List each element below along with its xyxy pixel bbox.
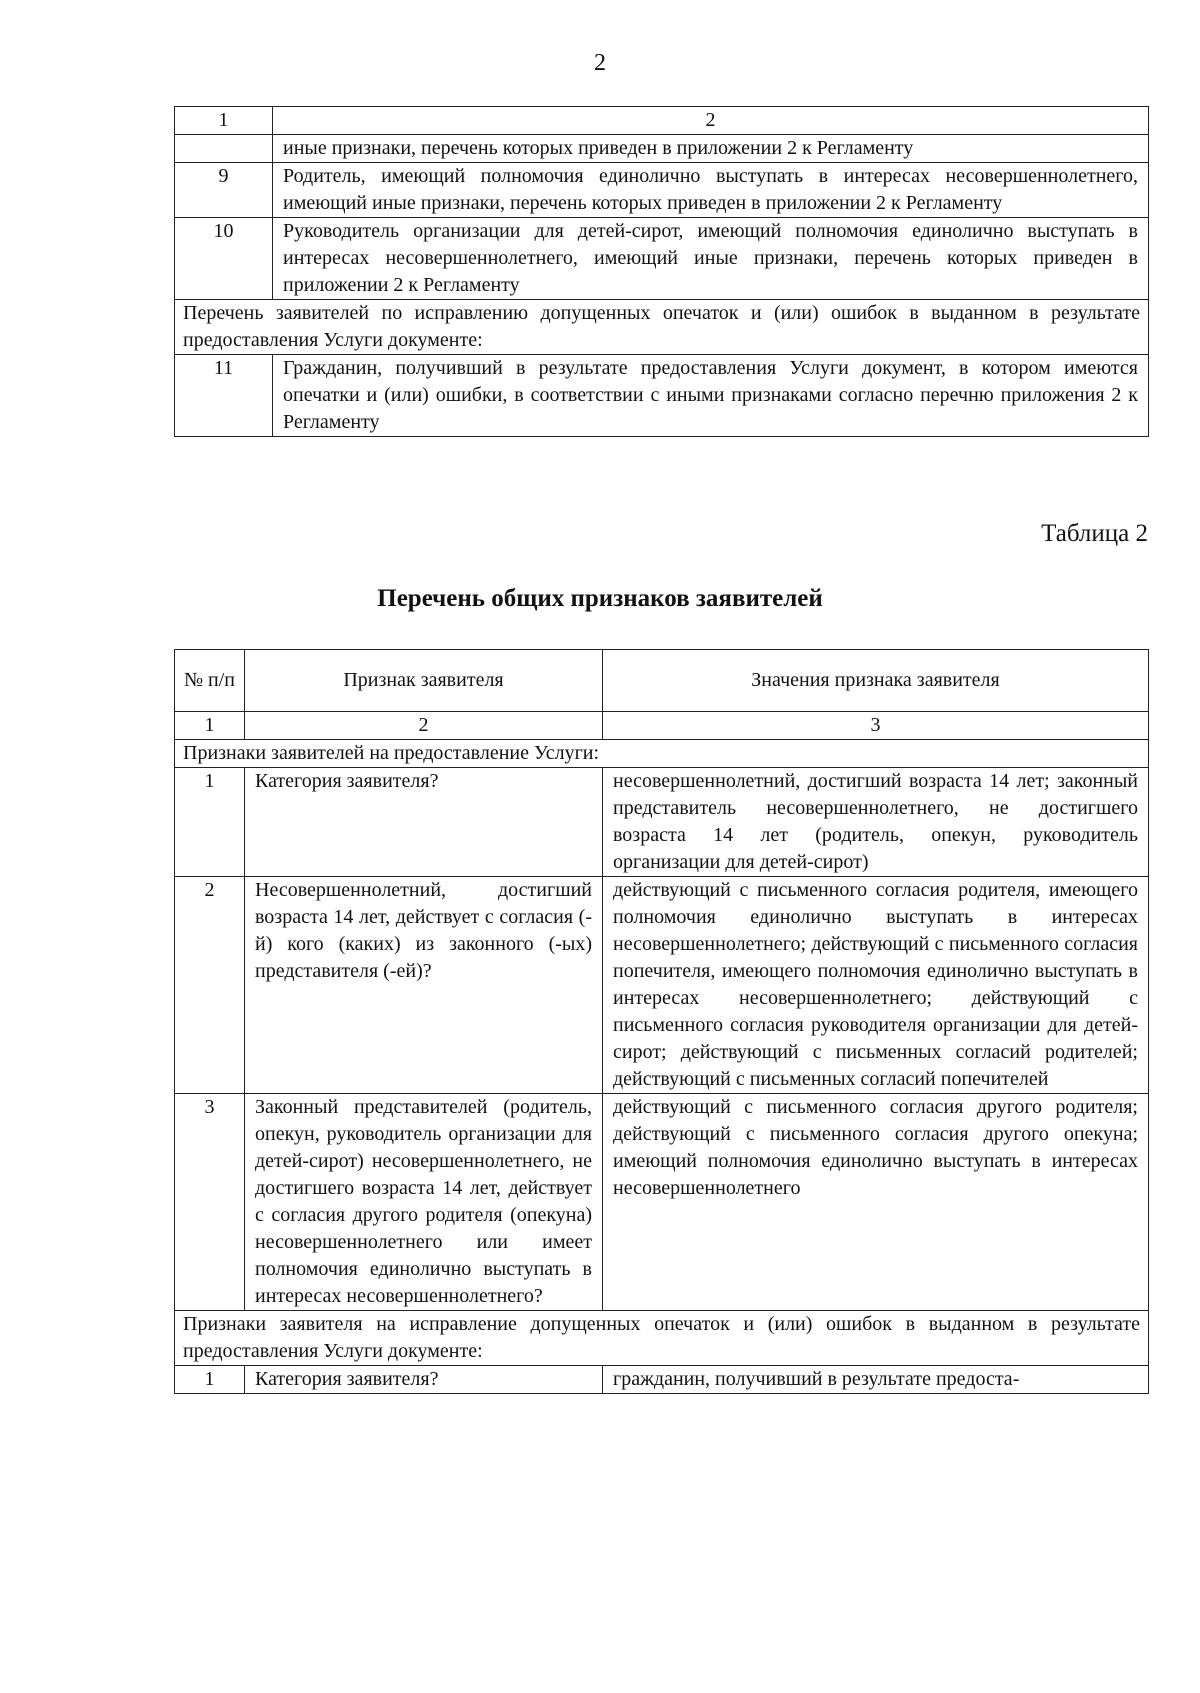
applicants-table-continued	[174, 106, 1149, 437]
row-text: иные признаки, перечень которых приведен в приложении 2 к Регламенту	[273, 135, 1149, 163]
column-numbers-row	[175, 712, 1149, 740]
table-row	[175, 768, 1149, 877]
table-row	[175, 1094, 1149, 1311]
value-cell: действующий с письменного согласия другого родителя; действующий с письменного согласия другого опекуна; имеющий полномочия единолично выступать в интересах несовершеннолетнего	[603, 1094, 1149, 1311]
section-heading: Перечень заявителей по исправлению допущенных опечаток и (или) ошибок в выданном в результате предоставления Услуги документе:	[175, 300, 1149, 355]
section-heading: Признаки заявителя на исправление допущенных опечаток и (или) ошибок в выданном в результате предоставления Услуги документе:	[175, 1311, 1149, 1366]
attribute-cell: Категория заявителя?	[245, 1366, 603, 1394]
table-header-row	[175, 107, 1149, 135]
column-number: 2	[245, 712, 603, 740]
column-number: 2	[273, 107, 1149, 135]
section-heading: Признаки заявителей на предоставление Услуги:	[175, 740, 1149, 768]
table-row	[175, 135, 1149, 163]
row-number: 10	[175, 218, 273, 300]
column-number: 1	[175, 107, 273, 135]
section-row	[175, 1311, 1149, 1366]
table-row	[175, 163, 1149, 218]
value-cell: действующий с письменного согласия родителя, имеющего полномочия единолично выступать в интересах несовершеннолетнего; действующий с письменного согласия попечителя, имеющего полномочия единолично выступать в интересах несовершеннолетнего; действующий с письменного согласия руководителя организации для детей-сирот; действующий с письменных согласий родителей; действующий с письменных согласий попечителей	[603, 877, 1149, 1094]
attribute-cell: Категория заявителя?	[245, 768, 603, 877]
column-number: 1	[175, 712, 245, 740]
table-title: Перечень общих признаков заявителей	[377, 585, 823, 612]
row-text: Родитель, имеющий полномочия единолично выступать в интересах несовершеннолетнего, имеющий иные признаки, перечень которых приведен в приложении 2 к Регламенту	[273, 163, 1149, 218]
attribute-cell: Несовершеннолетний, достигший возраста 14 лет, действует с согласия (-й) кого (каких) из законного (-ых) представителя (-ей)?	[245, 877, 603, 1094]
section-row	[175, 740, 1149, 768]
applicant-attributes-table	[174, 649, 1149, 1394]
table-row	[175, 218, 1149, 300]
row-text: Руководитель организации для детей-сирот, имеющий полномочия единолично выступать в интересах несовершеннолетнего, имеющий иные признаки, перечень которых приведен в приложении 2 к Регламенту	[273, 218, 1149, 300]
header-value: Значения признака заявителя	[603, 650, 1149, 712]
column-number: 3	[603, 712, 1149, 740]
table-label: Таблица 2	[1041, 520, 1148, 547]
row-number: 3	[175, 1094, 245, 1311]
row-number: 9	[175, 163, 273, 218]
table-header-row	[175, 650, 1149, 712]
attribute-cell: Законный представителей (родитель, опекун, руководитель организации для детей-сирот) несовершеннолетнего, не достигшего возраста 14 лет, действует с согласия другого родителя (опекуна) несовершеннолетнего или имеет полномочия единолично выступать в интересах несовершеннолетнего?	[245, 1094, 603, 1311]
row-text: Гражданин, получивший в результате предоставления Услуги документ, в котором имеются опечатки и (или) ошибки, в соответствии с иными признаками согласно перечню приложения 2 к Регламенту	[273, 355, 1149, 437]
row-number: 1	[175, 1366, 245, 1394]
header-attribute: Признак заявителя	[245, 650, 603, 712]
section-row	[175, 300, 1149, 355]
row-number: 1	[175, 768, 245, 877]
page-number: 2	[594, 50, 606, 76]
table-row	[175, 1366, 1149, 1394]
value-cell: гражданин, получивший в результате предоста-	[603, 1366, 1149, 1394]
table-row	[175, 877, 1149, 1094]
header-number: № п/п	[175, 650, 245, 712]
value-cell: несовершеннолетний, достигший возраста 14 лет; законный представитель несовершеннолетнего, не достигшего возраста 14 лет (родитель, опекун, руководитель организации для детей-сирот)	[603, 768, 1149, 877]
table-row	[175, 355, 1149, 437]
row-number	[175, 135, 273, 163]
row-number: 2	[175, 877, 245, 1094]
row-number: 11	[175, 355, 273, 437]
